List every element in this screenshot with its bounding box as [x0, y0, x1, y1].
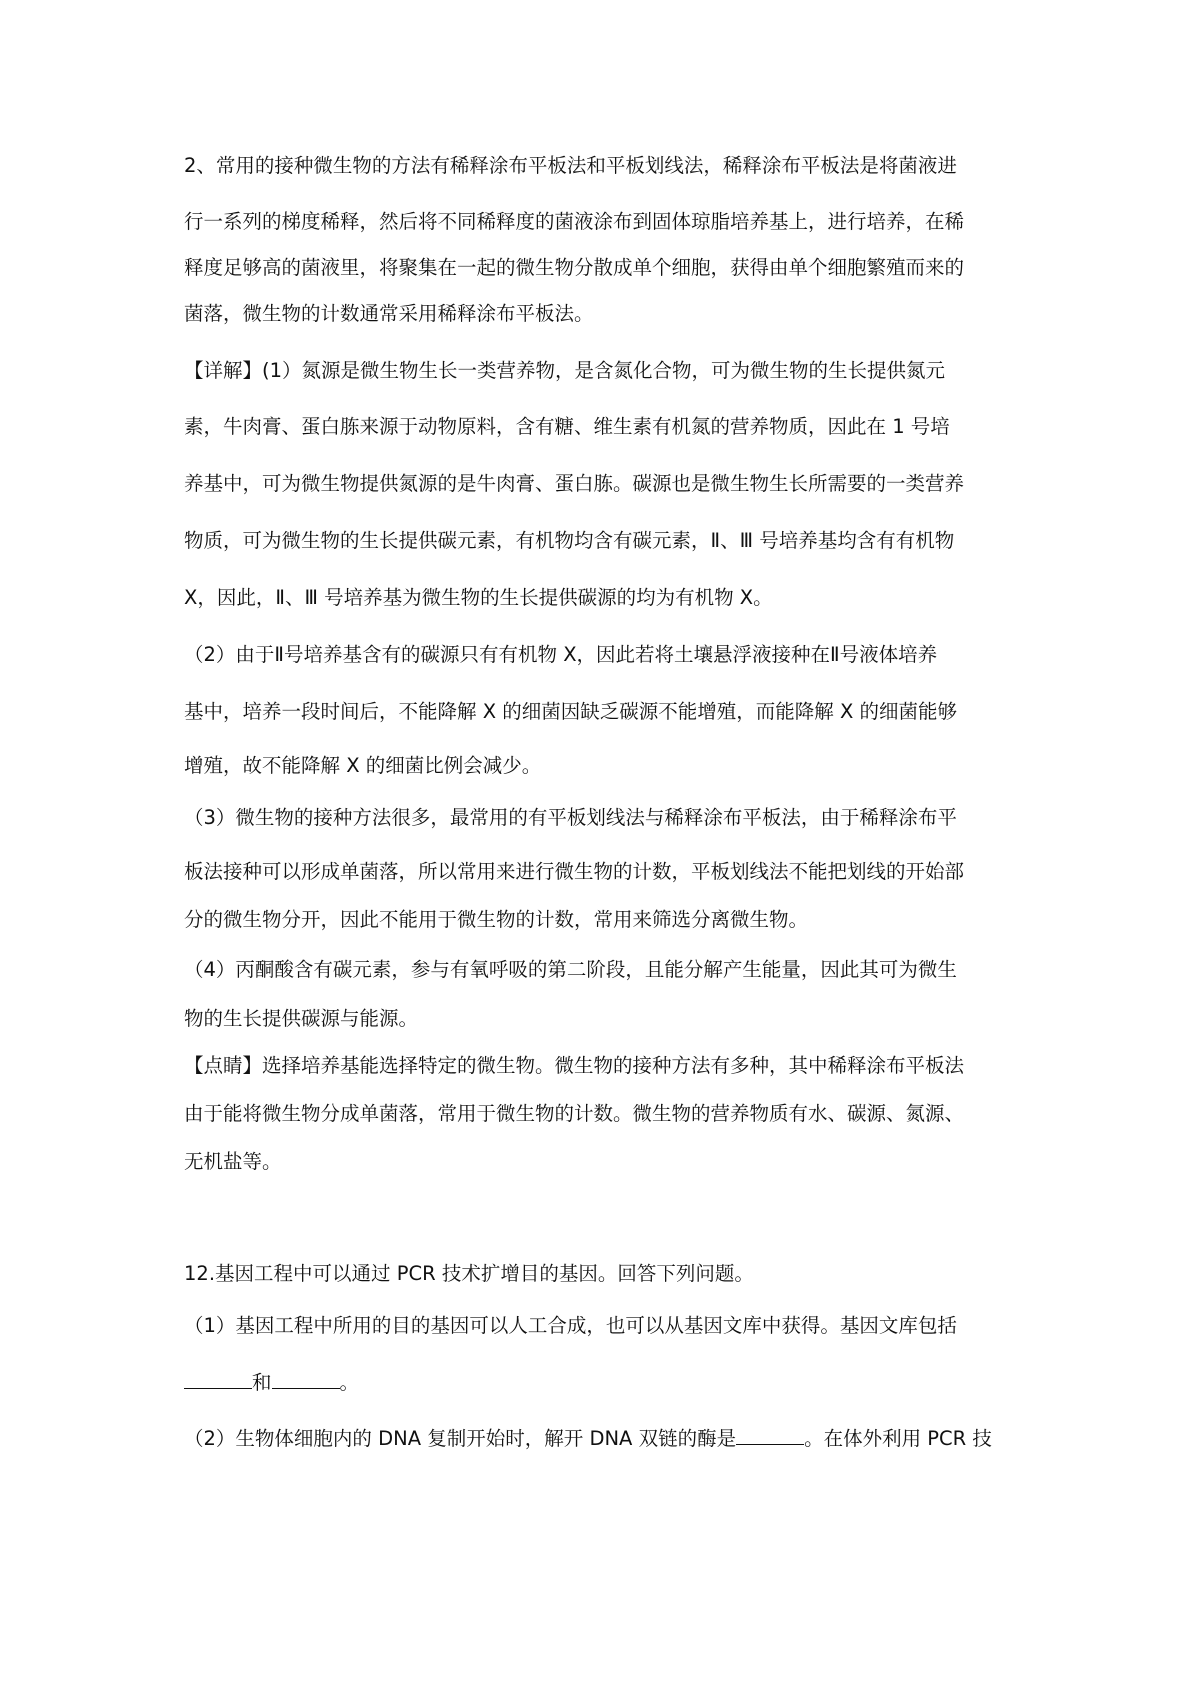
answer-blank-3[interactable]	[736, 1422, 804, 1445]
question-12-part2-suffix: 。在体外利用 PCR 技	[804, 1427, 992, 1450]
section-2-line-4: 菌落，微生物的计数通常采用稀释涂布平板法。	[184, 302, 594, 325]
answer-end-punctuation: 。	[339, 1371, 360, 1394]
remark-line-3: 无机盐等。	[184, 1150, 282, 1173]
question-12-part2-line-1	[184, 1422, 1044, 1453]
question-12-title: 12.基因工程中可以通过 PCR 技术扩增目的基因。回答下列问题。	[184, 1262, 754, 1285]
remark-line-1: 【点睛】选择培养基能选择特定的微生物。微生物的接种方法有多种，其中稀释涂布平板法	[184, 1054, 965, 1077]
question-12-part1-line-2	[184, 1366, 1044, 1397]
detail-part1-line-3: 养基中，可为微生物提供氮源的是牛肉膏、蛋白胨。碳源也是微生物生长所需要的一类营养	[184, 472, 965, 495]
detail-part2-line-3: 增殖，故不能降解 X 的细菌比例会减少。	[184, 754, 542, 777]
detail-part3-line-3: 分的微生物分开，因此不能用于微生物的计数，常用来筛选分离微生物。	[184, 908, 809, 931]
section-2-line-1: 2、常用的接种微生物的方法有稀释涂布平板法和平板划线法，稀释涂布平板法是将菌液进	[184, 154, 957, 177]
detail-part2-line-1: （2）由于Ⅱ号培养基含有的碳源只有有机物 X，因此若将土壤悬浮液接种在Ⅱ号液体培养	[184, 643, 938, 666]
section-2-line-2: 行一系列的梯度稀释，然后将不同稀释度的菌液涂布到固体琼脂培养基上，进行培养，在稀	[184, 210, 965, 233]
detail-part1-line-4: 物质，可为微生物的生长提供碳元素，有机物均含有碳元素，Ⅱ、Ⅲ 号培养基均含有有机物	[184, 529, 955, 552]
detail-part4-line-2: 物的生长提供碳源与能源。	[184, 1007, 419, 1030]
answer-connector: 和	[252, 1371, 272, 1394]
detail-part1-line-2: 素，牛肉膏、蛋白胨来源于动物原料，含有糖、维生素有机氮的营养物质，因此在 1 号培	[184, 415, 950, 438]
question-12-part2-prefix: （2）生物体细胞内的 DNA 复制开始时，解开 DNA 双链的酶是	[184, 1427, 737, 1450]
detail-part3-line-1: （3）微生物的接种方法很多，最常用的有平板划线法与稀释涂布平板法，由于稀释涂布平	[184, 806, 957, 829]
detail-part1-line-1: 【详解】(1）氮源是微生物生长一类营养物，是含氮化合物，可为微生物的生长提供氮元	[184, 359, 946, 382]
answer-blank-2[interactable]	[272, 1366, 340, 1389]
section-2-line-3: 释度足够高的菌液里，将聚集在一起的微生物分散成单个细胞，获得由单个细胞繁殖而来的	[184, 256, 965, 279]
detail-part4-line-1: （4）丙酮酸含有碳元素，参与有氧呼吸的第二阶段，且能分解产生能量，因此其可为微生	[184, 958, 957, 981]
question-12-part1-line-1: （1）基因工程中所用的目的基因可以人工合成，也可以从基因文库中获得。基因文库包括	[184, 1314, 957, 1337]
detail-part1-line-5: X，因此，Ⅱ、Ⅲ 号培养基为微生物的生长提供碳源的均为有机物 X。	[184, 586, 773, 609]
remark-line-2: 由于能将微生物分成单菌落，常用于微生物的计数。微生物的营养物质有水、碳源、氮源、	[184, 1102, 965, 1125]
detail-part2-line-2: 基中，培养一段时间后，不能降解 X 的细菌因缺乏碳源不能增殖，而能降解 X 的细菌能够	[184, 700, 958, 723]
detail-part3-line-2: 板法接种可以形成单菌落，所以常用来进行微生物的计数，平板划线法不能把划线的开始部	[184, 860, 965, 883]
answer-blank-1[interactable]	[184, 1366, 252, 1389]
